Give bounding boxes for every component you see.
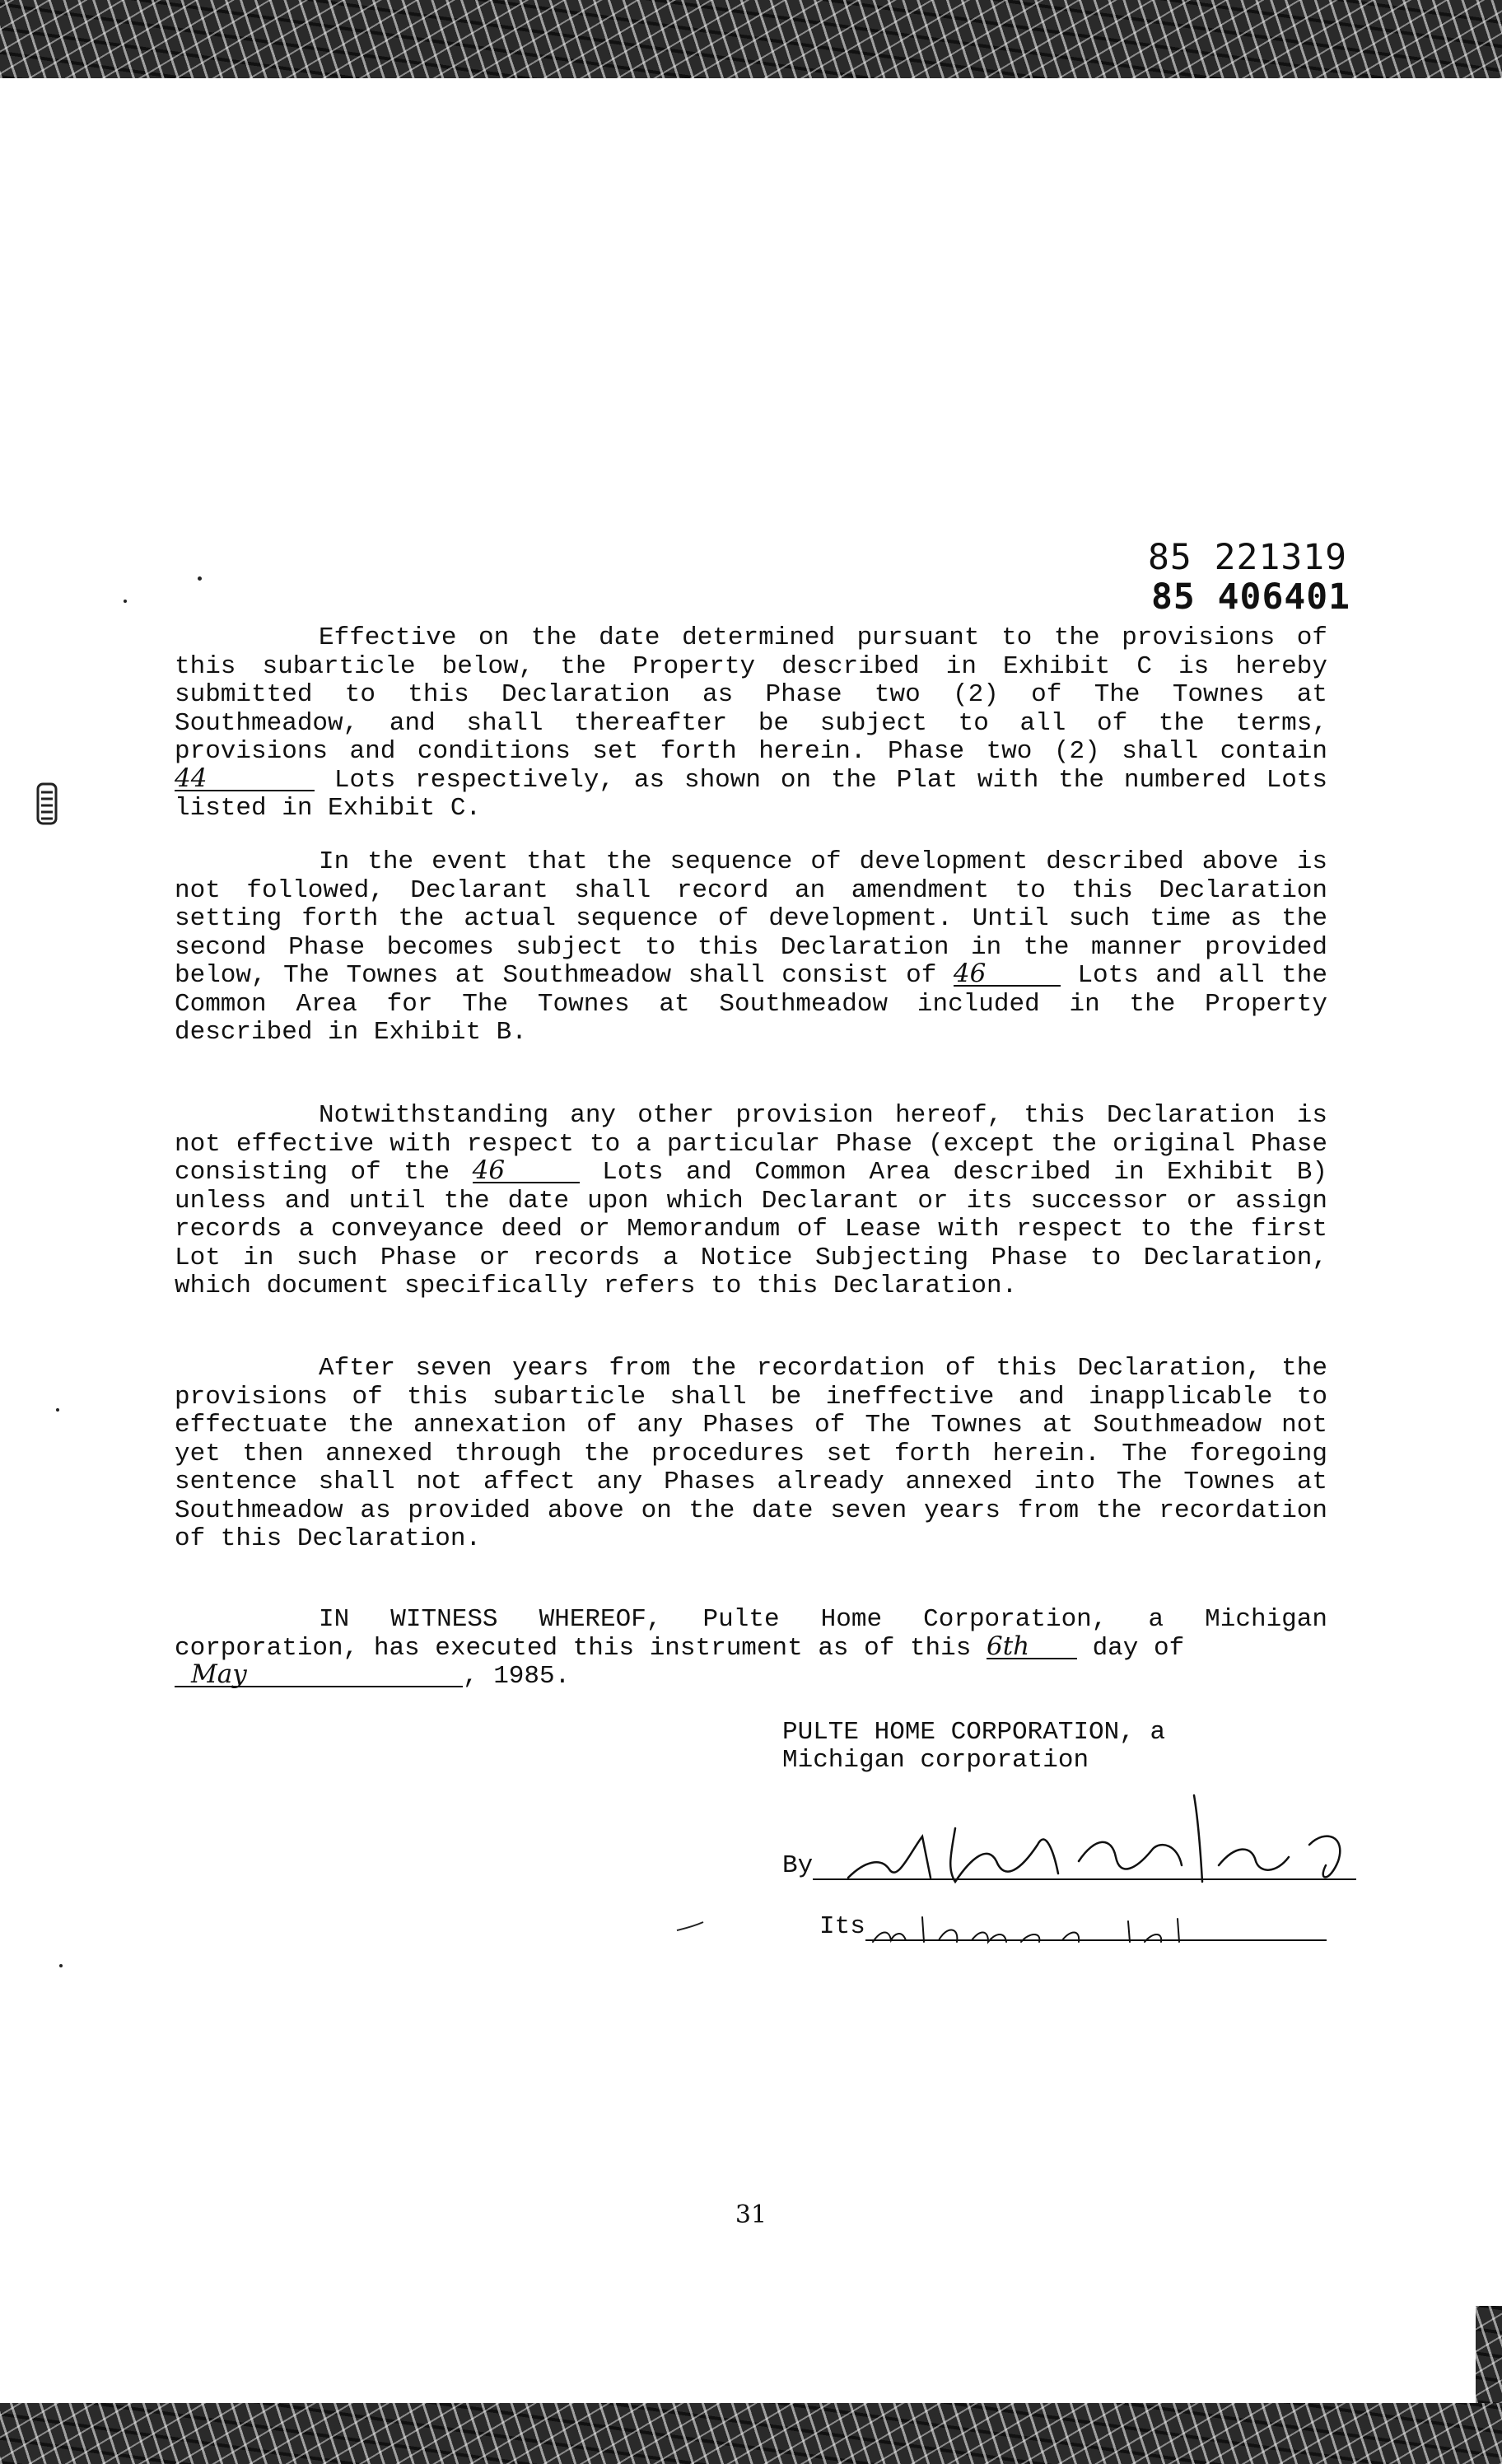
scan-noise-top (0, 0, 1502, 78)
paragraph-seven-year-limit (175, 1355, 1327, 1554)
scan-noise-right (1476, 2306, 1502, 2403)
handwritten-lot-count: 46 (473, 1159, 580, 1183)
paragraph-text: In the event that the sequence of development described above is not followed, Declarant shall record an amendment to this Declaration setting forth the actual sequence of development. Until such time as the second Phase becomes subject to this Declaration in the manner provided below, The Townes at Southmeadow shall consist of (175, 847, 1327, 990)
paragraph-text: Lots respectively, as shown on the Plat with the numbered Lots listed in Exhibit C. (175, 765, 1328, 823)
paragraph-text: , 1985. (463, 1662, 571, 1691)
paragraph-text: IN WITNESS WHEREOF, Pulte Home Corporation, a Michigan corporation, has executed this instrument as of this (175, 1605, 1327, 1663)
paragraph-development-sequence (175, 848, 1327, 1048)
its-label: Its (819, 1912, 865, 1941)
scan-noise-bottom (0, 2403, 1502, 2464)
handwritten-day: 6th (987, 1635, 1077, 1659)
company-name: PULTE HOME CORPORATION, a (782, 1718, 1166, 1747)
scan-speck (59, 1964, 63, 1967)
handwritten-lot-count: 44 (175, 767, 315, 791)
paragraph-text: Notwithstanding any other provision hereof, this Declaration is not effective with respect to a particular Phase (except the original Phase consisting of the (175, 1101, 1327, 1187)
paragraph-text: After seven years from the recordation of this Declaration, the provisions of this subarticle shall be ineffective and inapplicable to effectuate the annexation of any Phases of The Townes at Southmeadow not yet then annexed through the procedures set forth herein. The foregoing sentence shall not affect any Phases already annexed into The Townes at Southmeadow as provided above on the date seven years from the recordation of this Declaration. (175, 1354, 1327, 1553)
paragraph-phase-two-submission (175, 624, 1327, 824)
handwritten-signature (832, 1779, 1359, 1902)
recording-number-1: 85 221319 (1148, 537, 1347, 578)
handwritten-lot-count: 46 (954, 962, 1061, 987)
handwritten-month: May (175, 1663, 463, 1687)
company-type: Michigan corporation (782, 1746, 1089, 1775)
handwritten-title (865, 1909, 1293, 1950)
paragraph-text: Lots and all the Common Area for The Townes at Southmeadow included in the Property described in Exhibit B. (175, 961, 1327, 1047)
margin-stamp-mark (35, 781, 59, 827)
scan-speck (124, 600, 127, 603)
recording-number-2: 85 406401 (1151, 576, 1350, 618)
paragraph-text: Effective on the date determined pursuant to the provisions of this subarticle below, the Property described in Exhibit C is hereby submitted to this Declaration as Phase two (2) of The Townes at Southmeadow, and shall thereafter be subject to all of the terms, provisions and conditions set forth herein. Phase two (2) shall contain (175, 623, 1327, 766)
paragraph-text: day of (1092, 1633, 1185, 1663)
scan-speck (56, 1408, 59, 1412)
paragraph-in-witness (175, 1606, 1327, 1692)
by-label: By (782, 1851, 814, 1880)
page-number: 31 (735, 2200, 767, 2229)
stray-pen-mark (675, 1919, 708, 1935)
paragraph-phase-effectiveness (175, 1102, 1327, 1301)
signature-company-block (782, 1719, 1165, 1775)
scan-speck (198, 576, 202, 581)
paragraph-text: Lots and Common Area described in Exhibit B) unless and until the date upon which Declarant or its successor or assign records a conveyance deed or Memorandum of Lease with respect to the first Lot in such Phase or records a Notice Subjecting Phase to Declaration, which document specifically refers to this Declaration. (175, 1158, 1327, 1300)
